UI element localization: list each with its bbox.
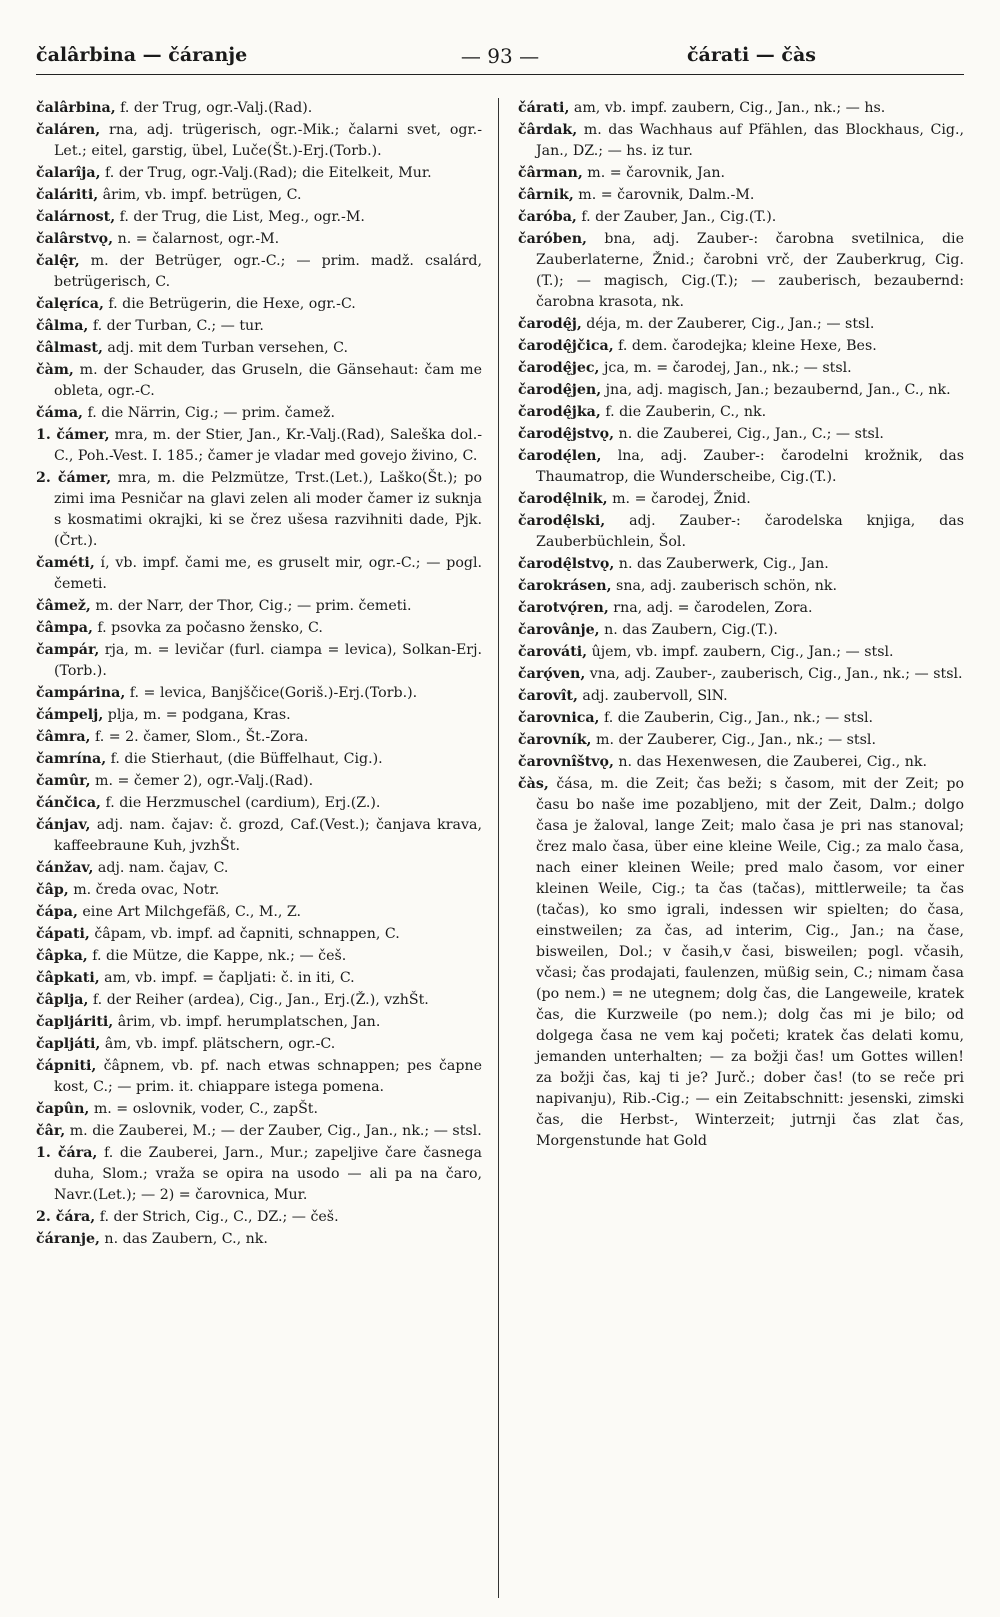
entry-headword: čâlmast,: [36, 340, 103, 356]
entry-headword: čampár,: [36, 642, 100, 658]
dictionary-entry: [36, 120, 482, 162]
entry-definition: f. der Trug, die List, Meg., ogr.-M.: [115, 209, 365, 225]
entry-headword: čapljáti,: [36, 1036, 101, 1052]
entry-definition: sna, adj. zauberisch schön, nk.: [611, 578, 837, 594]
entry-headword: čâp,: [36, 882, 69, 898]
dictionary-entry: [36, 793, 482, 814]
entry-definition: adj. nam. čajav, C.: [93, 860, 229, 876]
entry-definition: vna, adj. Zauber-, zauberisch, Cig., Jan., nk.; — stsl.: [585, 666, 963, 682]
dictionary-entry: [36, 1034, 482, 1055]
entry-headword: čaméti,: [36, 555, 95, 571]
entry-headword: čarovânje,: [518, 622, 600, 638]
dictionary-entry: [36, 98, 482, 119]
entry-headword: čaróba,: [518, 209, 577, 225]
dictionary-entry: [36, 683, 482, 704]
entry-definition: m. = čarodej, Žnid.: [607, 491, 751, 507]
entry-definition: í, vb. impf. čami me, es gruselt mir, ogr.-C.; — pogl. čemeti.: [54, 555, 482, 592]
entry-headword: čánčica,: [36, 795, 101, 811]
dictionary-entry: [518, 774, 964, 1152]
dictionary-entry: [36, 403, 482, 424]
column-divider: [498, 98, 499, 1598]
dictionary-entry: [518, 664, 964, 685]
entry-definition: n. = čalarnost, ogr.-M.: [113, 231, 280, 247]
dictionary-entry: [518, 229, 964, 313]
page-header: [36, 36, 964, 76]
dictionary-entry: [36, 360, 482, 402]
entry-headword: čalârbina,: [36, 100, 116, 116]
entry-definition: f. die Herzmuschel (cardium), Erj.(Z.).: [100, 795, 381, 811]
entry-definition: f. die Närrin, Cig.; — prim. čamež.: [82, 405, 335, 421]
dictionary-entry: [36, 163, 482, 184]
dictionary-entry: [36, 294, 482, 315]
header-left-range: čalârbina — čáranje: [36, 44, 248, 66]
entry-headword: čarodę̂jstvǫ,: [518, 426, 615, 442]
dictionary-entry: [518, 424, 964, 445]
dictionary-entry: [36, 1207, 482, 1228]
dictionary-entry: [518, 620, 964, 641]
entry-headword: čarováti,: [518, 644, 588, 660]
entry-headword: čalárnost,: [36, 209, 116, 225]
dictionary-entry: [36, 207, 482, 228]
entry-definition: adj. mit dem Turban versehen, C.: [102, 340, 349, 356]
dictionary-entry: [36, 1143, 482, 1206]
entry-definition: adj. zaubervoll, SlN.: [577, 688, 728, 704]
entry-definition: déja, m. der Zauberer, Cig., Jan.; — stsl.: [581, 316, 875, 332]
entry-headword: čampárina,: [36, 685, 126, 701]
entry-headword: čápa,: [36, 904, 78, 920]
entry-headword: čarokrásen,: [518, 578, 612, 594]
entry-headword: čâr,: [36, 1123, 66, 1139]
entry-headword: čârman,: [518, 165, 583, 181]
dictionary-entry: [36, 880, 482, 901]
entry-headword: čàm,: [36, 362, 74, 378]
entry-headword: čáma,: [36, 405, 83, 421]
dictionary-entry: [36, 727, 482, 748]
dictionary-entry: [518, 642, 964, 663]
entry-headword: čaróben,: [518, 231, 587, 247]
entry-definition: adj. Zauber-: čarodelska knjiga, das Zauberbüchlein, Šol.: [536, 513, 964, 550]
dictionary-entry: [36, 858, 482, 879]
entry-headword: 2. čára,: [36, 1209, 96, 1225]
entry-definition: čása, m. die Zeit; čas beži; s časom, mit der Zeit; po času bo naše ime pozabljeno, mit der Zeit, Dalm.; dolgo časa je žaloval, lange Zeit; malo časa je pri nas stanoval; črez malo časa, über eine kleine Weile, Cig.; za malo časa, nach einer kleinen Weile; pred malo časom, vor einer kleinen Weile, Cig.; ta čas (tačas), mittlerweile; ta čas (tačas), ko smo igrali, indessen wir spielten; do časa, einstweilen; za čas, ad interim, Cig., Jan.; na čase, bisweilen, Dol.; v časih,v časi, bisweilen; pogl. včasih, včasi; čas prodajati, faulenzen, müßig sein, C.; nimam časa (po nem.) = ne utegnem; dolg čas, die Langeweile, kratek čas, die Kurzweile (po nem.); dolg čas mi je bilo; od dolgega časa ne vem kaj početi; kratek čas delati komu, jemanden unterhalten; — za božji čas! um Gottes willen! za božji čas, kaj ti je? Jurč.; dober čas! (to se reče pri napivanju), Rib.-Cig.; — ein Zeitabschnitt: jesenski, zimski čas, die Herbst-, Winterzeit; jutrnji čas zlat čas, Morgenstunde hat Gold: [536, 776, 964, 1149]
dictionary-entry: [36, 251, 482, 293]
entry-definition: adj. nam. čajav: č. grozd, Caf.(Vest.); čanjava krava, kaffeebraune Kuh, jvzhŠt.: [54, 817, 482, 854]
entry-definition: lna, adj. Zauber-: čarodelni krožnik, das Thaumatrop, die Wunderscheibe, Cig.(T.).: [536, 448, 964, 485]
dictionary-entry: [36, 749, 482, 770]
entry-definition: jna, adj. magisch, Jan.; bezaubernd, Jan., C., nk.: [601, 382, 951, 398]
dictionary-entry: [518, 511, 964, 553]
entry-headword: čâmež,: [36, 598, 91, 614]
entry-definition: f. die Zauberin, Cig., Jan., nk.; — stsl.: [599, 710, 874, 726]
entry-definition: m. der Narr, der Thor, Cig.; — prim. čemeti.: [90, 598, 412, 614]
entry-headword: čamrína,: [36, 751, 107, 767]
entry-headword: čàs,: [518, 776, 549, 792]
dictionary-entry: [36, 990, 482, 1011]
dictionary-entry: [518, 752, 964, 773]
entry-definition: âm, vb. impf. plätschern, ogr.-C.: [100, 1036, 336, 1052]
dictionary-entry: [36, 1121, 482, 1142]
dictionary-entry: [36, 924, 482, 945]
entry-definition: bna, adj. Zauber-: čarobna svetilnica, die Zauberlaterne, Žnid.; čarobni vrč, der Zauberkrug, Cig.(T.); — magisch, Cig.(T.); — zauberisch, bezaubernd: čarobna krasota, nk.: [536, 231, 964, 310]
entry-definition: m. = čemer 2), ogr.-Valj.(Rad).: [90, 773, 314, 789]
entry-headword: čalârstvǫ,: [36, 231, 114, 247]
header-right-range: čárati — čàs: [686, 44, 816, 66]
dictionary-entry: [36, 968, 482, 989]
dictionary-entry: [518, 380, 964, 401]
entry-headword: čárati,: [518, 100, 570, 116]
page-number: — 93 —: [460, 44, 540, 68]
dictionary-entry: [36, 425, 482, 467]
entry-definition: mra, m. der Stier, Jan., Kr.-Valj.(Rad), Saleška dol.-C., Poh.-Vest. I. 185.; čamer je vladar med govejo živino, C.: [54, 427, 482, 464]
entry-definition: ûjem, vb. impf. zaubern, Cig., Jan.; — stsl.: [587, 644, 894, 660]
entry-definition: rna, adj. = čarodelen, Zora.: [608, 600, 813, 616]
dictionary-entry: [518, 576, 964, 597]
dictionary-entry: [36, 815, 482, 857]
entry-headword: čarodę̂jčica,: [518, 338, 614, 354]
entry-definition: f. = levica, Banjščice(Goriš.)-Erj.(Torb.).: [125, 685, 418, 701]
entry-definition: m. der Zauberer, Cig., Jan., nk.; — stsl.: [591, 732, 876, 748]
dictionary-entry: [36, 902, 482, 923]
entry-headword: čarǫ́ven,: [518, 666, 586, 682]
entry-headword: čarovnica,: [518, 710, 600, 726]
entry-headword: 1. čára,: [36, 1145, 98, 1161]
dictionary-entry: [36, 553, 482, 595]
right-column: [518, 98, 964, 1153]
dictionary-entry: [518, 708, 964, 729]
dictionary-entry: [518, 730, 964, 751]
entry-definition: am, vb. impf. = čapljati: č. in iti, C.: [99, 970, 355, 986]
entry-headword: čaláriti,: [36, 187, 99, 203]
header-rule: [36, 74, 964, 75]
entry-definition: f. der Reiher (ardea), Cig., Jan., Erj.(Ž.), vzhŠt.: [88, 992, 429, 1008]
entry-definition: n. das Zaubern, C., nk.: [99, 1231, 268, 1247]
entry-headword: čarodę̂jen,: [518, 382, 602, 398]
entry-headword: čarodę̂lstvǫ,: [518, 556, 615, 572]
entry-headword: čarovnîštvǫ,: [518, 754, 614, 770]
entry-definition: f. der Turban, C.; — tur.: [88, 318, 264, 334]
dictionary-entry: [518, 686, 964, 707]
entry-headword: čarodę̂j,: [518, 316, 582, 332]
entry-definition: f. dem. čarodejka; kleine Hexe, Bes.: [613, 338, 877, 354]
entry-headword: čapûn,: [36, 1101, 90, 1117]
entry-headword: čalęríca,: [36, 296, 104, 312]
entry-definition: čâpnem, vb. pf. nach etwas schnappen; pes čapne kost, C.; — prim. it. chiappare istega pomena.: [54, 1058, 482, 1095]
dictionary-entry: [36, 1056, 482, 1098]
dictionary-entry: [518, 554, 964, 575]
entry-headword: čâpka,: [36, 948, 88, 964]
entry-definition: n. das Hexenwesen, die Zauberei, Cig., nk.: [613, 754, 928, 770]
entry-definition: f. die Betrügerin, die Hexe, ogr.-C.: [103, 296, 356, 312]
entry-headword: čarodę̂lnik,: [518, 491, 608, 507]
entry-definition: m. der Betrüger, ogr.-C.; — prim. madž. csalárd, betrügerisch, C.: [54, 253, 482, 290]
entry-headword: čâlma,: [36, 318, 89, 334]
dictionary-entry: [518, 489, 964, 510]
entry-definition: f. die Stierhaut, (die Büffelhaut, Cig.).: [106, 751, 383, 767]
entry-definition: čâpam, vb. impf. ad čapniti, schnappen, C.: [89, 926, 400, 942]
dictionary-entry: [36, 229, 482, 250]
entry-definition: n. das Zaubern, Cig.(T.).: [599, 622, 778, 638]
dictionary-entry: [518, 358, 964, 379]
entry-headword: 1. čámer,: [36, 427, 110, 443]
entry-definition: m. das Wachhaus auf Pfählen, das Blockhaus, Cig., Jan., DZ.; — hs. iz tur.: [536, 122, 964, 159]
dictionary-entry: [36, 185, 482, 206]
entry-definition: ârim, vb. impf. betrügen, C.: [98, 187, 302, 203]
entry-definition: n. die Zauberei, Cig., Jan., C.; — stsl.: [614, 426, 884, 442]
entry-headword: čâpkati,: [36, 970, 100, 986]
entry-headword: čârnik,: [518, 187, 574, 203]
entry-headword: čapljáriti,: [36, 1014, 114, 1030]
entry-headword: čáranje,: [36, 1231, 100, 1247]
dictionary-entry: [36, 338, 482, 359]
entry-headword: čánžav,: [36, 860, 94, 876]
entry-headword: čalarîja,: [36, 165, 101, 181]
dictionary-entry: [518, 336, 964, 357]
dictionary-entry: [36, 771, 482, 792]
entry-definition: eine Art Milchgefäß, C., M., Z.: [77, 904, 302, 920]
entry-headword: čarovník,: [518, 732, 592, 748]
entry-definition: f. der Zauber, Jan., Cig.(T.).: [576, 209, 777, 225]
entry-definition: f. = 2. čamer, Slom., Št.-Zora.: [90, 729, 309, 745]
entry-headword: čârdak,: [518, 122, 578, 138]
entry-definition: m. der Schauder, das Gruseln, die Gänsehaut: čam me obleta, ogr.-C.: [54, 362, 482, 399]
entry-headword: čarotvǫ́ren,: [518, 600, 609, 616]
dictionary-entry: [36, 1012, 482, 1033]
entry-headword: čarovît,: [518, 688, 578, 704]
entry-definition: am, vb. impf. zaubern, Cig., Jan., nk.; — hs.: [569, 100, 886, 116]
dictionary-entry: [36, 946, 482, 967]
entry-definition: f. der Strich, Cig., C., DZ.; — češ.: [95, 1209, 339, 1225]
dictionary-entry: [518, 402, 964, 423]
entry-definition: f. die Zauberei, Jarn., Mur.; zapeljive čare časnega duha, Slom.; vraža se opira na usodo — ali pa na čaro, Navr.(Let.); — 2) = čarovnica, Mur.: [54, 1145, 482, 1203]
dictionary-entry: [518, 446, 964, 488]
entry-headword: čarodę́len,: [518, 448, 602, 464]
dictionary-entry: [36, 596, 482, 617]
entry-headword: čâmra,: [36, 729, 91, 745]
entry-headword: čápniti,: [36, 1058, 97, 1074]
dictionary-entry: [36, 705, 482, 726]
entry-definition: f. der Trug, ogr.-Valj.(Rad); die Eitelkeit, Mur.: [100, 165, 432, 181]
entry-headword: čâmpa,: [36, 620, 93, 636]
entry-headword: čápati,: [36, 926, 90, 942]
entry-headword: čarodę̂jka,: [518, 404, 601, 420]
dictionary-entry: [36, 316, 482, 337]
entry-headword: čamûr,: [36, 773, 91, 789]
entry-definition: m. = čarovnik, Jan.: [582, 165, 725, 181]
dictionary-entry: [36, 1229, 482, 1250]
entry-definition: mra, m. die Pelzmütze, Trst.(Let.), Laško(Št.); po zimi ima Pesničar na glavi zelen ali moder čamer iz suknja s kosmatimi okrajki, ki se črez ušesa razvihniti dade, Pjk.(Črt.).: [54, 470, 482, 549]
entry-headword: čalę̂r,: [36, 253, 80, 269]
dictionary-entry: [518, 207, 964, 228]
entry-definition: m. čreda ovac, Notr.: [68, 882, 220, 898]
dictionary-entry: [36, 618, 482, 639]
entry-headword: čâplja,: [36, 992, 89, 1008]
dictionary-entry: [518, 598, 964, 619]
dictionary-entry: [36, 1099, 482, 1120]
dictionary-entry: [518, 314, 964, 335]
dictionary-entry: [518, 163, 964, 184]
entry-headword: čámpelj,: [36, 707, 104, 723]
entry-definition: plja, m. = podgana, Kras.: [103, 707, 291, 723]
entry-definition: f. psovka za počasno žensko, C.: [92, 620, 323, 636]
entry-definition: m. = oslovnik, voder, C., zapŠt.: [89, 1101, 319, 1117]
entry-definition: m. = čarovnik, Dalm.-M.: [573, 187, 755, 203]
dictionary-entry: [518, 120, 964, 162]
dictionary-entry: [518, 98, 964, 119]
entry-definition: jca, m. = čarodej, Jan., nk.; — stsl.: [599, 360, 852, 376]
dictionary-entry: [36, 640, 482, 682]
entry-definition: ârim, vb. impf. herumplatschen, Jan.: [113, 1014, 381, 1030]
entry-definition: n. das Zauberwerk, Cig., Jan.: [614, 556, 829, 572]
entry-headword: 2. čámer,: [36, 470, 112, 486]
entry-headword: čánjav,: [36, 817, 91, 833]
entry-headword: čarodę̂lski,: [518, 513, 606, 529]
left-column: [36, 98, 482, 1251]
entry-definition: rja, m. = levičar (furl. ciampa = levica), Solkan-Erj.(Torb.).: [54, 642, 482, 679]
entry-definition: m. die Zauberei, M.; — der Zauber, Cig., Jan., nk.; — stsl.: [65, 1123, 482, 1139]
entry-definition: rna, adj. trügerisch, ogr.-Mik.; čalarni svet, ogr.-Let.; eitel, garstig, übel, Luče(Št.)-Erj.(Torb.).: [54, 122, 482, 159]
entry-headword: čarodę̂jec,: [518, 360, 600, 376]
entry-definition: f. die Mütze, die Kappe, nk.; — češ.: [87, 948, 347, 964]
dictionary-columns: [36, 98, 964, 1598]
entry-definition: f. der Trug, ogr.-Valj.(Rad).: [115, 100, 313, 116]
entry-definition: f. die Zauberin, C., nk.: [600, 404, 767, 420]
dictionary-entry: [36, 468, 482, 552]
entry-headword: čaláren,: [36, 122, 101, 138]
dictionary-entry: [518, 185, 964, 206]
